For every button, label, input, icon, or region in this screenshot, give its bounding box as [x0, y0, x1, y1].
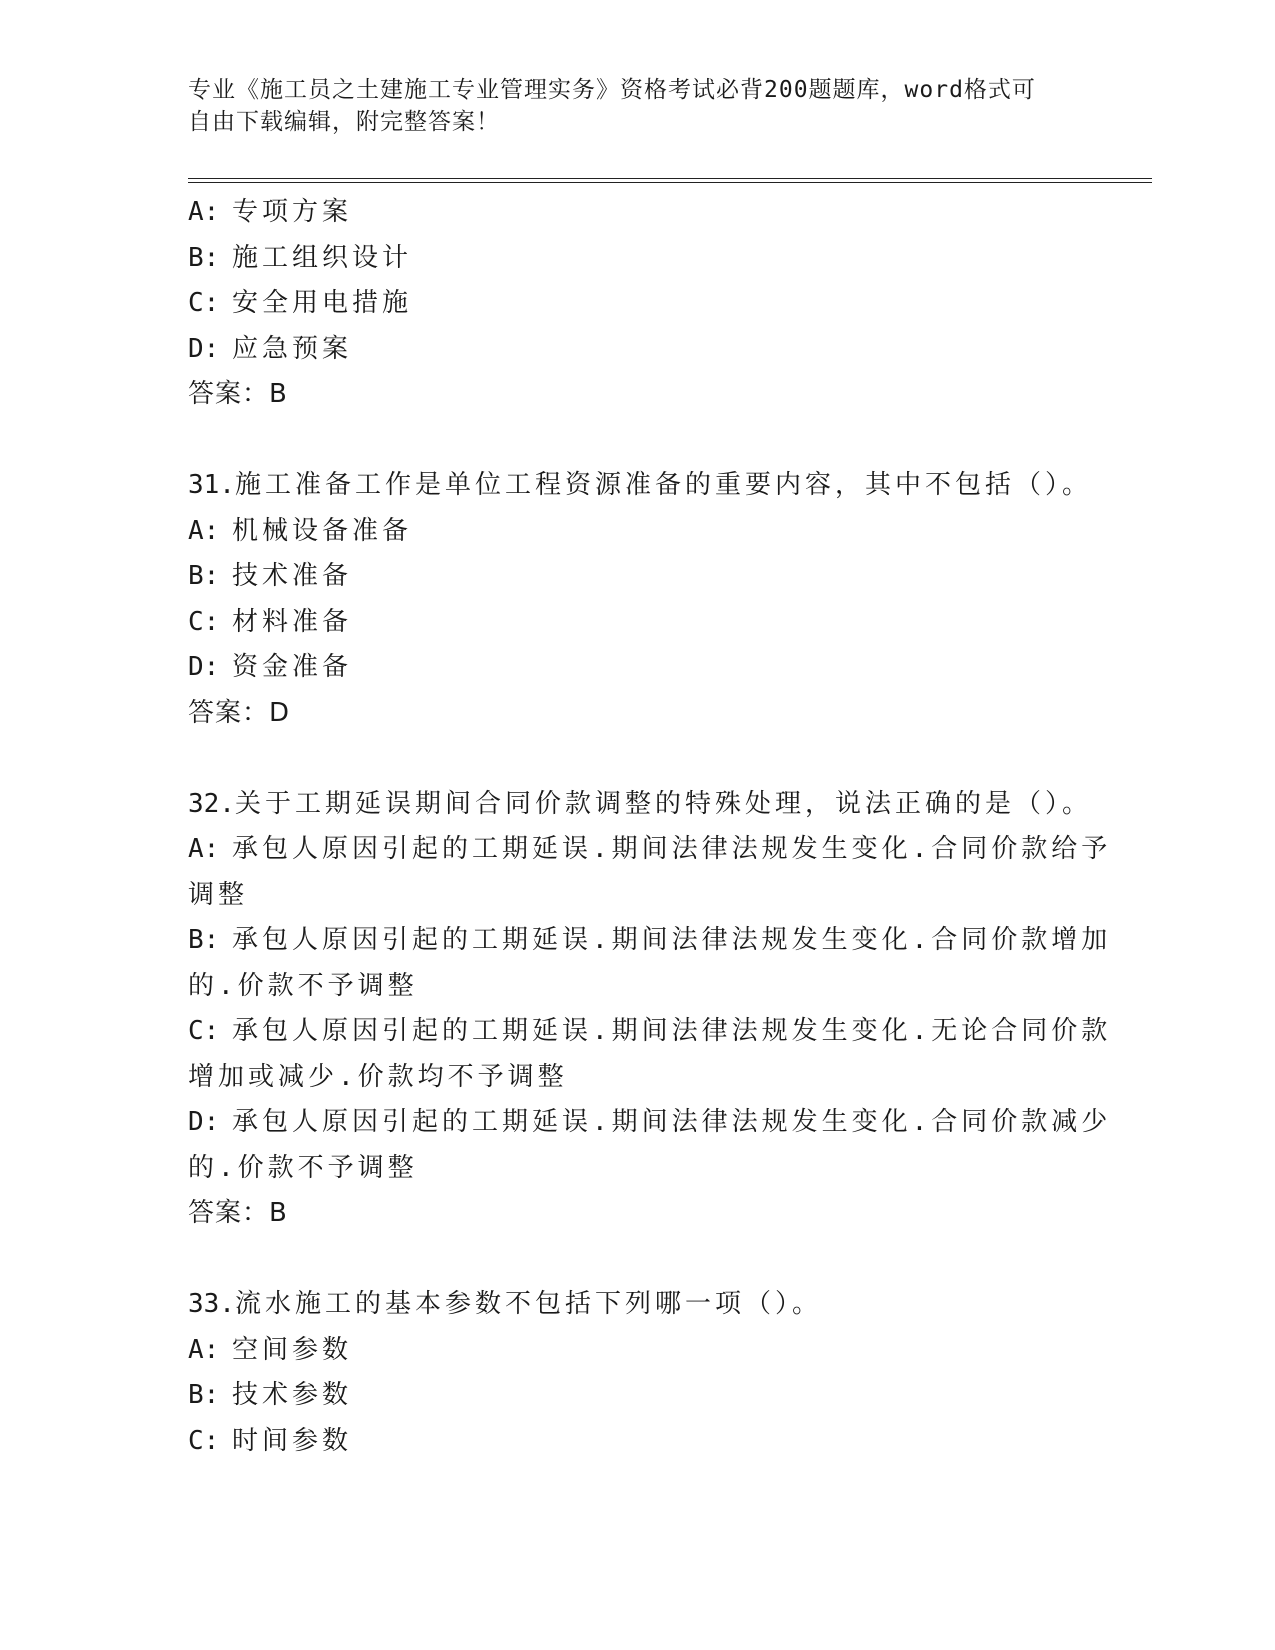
option-label: A: — [188, 515, 220, 546]
option-label: B: — [188, 1380, 220, 1410]
question-31 — [188, 463, 1092, 736]
header-divider — [188, 178, 1152, 183]
question-text: 施工准备工作是单位工程资源准备的重要内容，其中不包括（）。 — [234, 470, 1092, 500]
question-stem — [188, 463, 1092, 509]
option-a — [188, 827, 1112, 873]
option-text: 承包人原因引起的工期延误.期间法律法规发生变化.合同价款增加 — [232, 925, 1112, 955]
option-text: 机械设备准备 — [232, 515, 413, 546]
option-c — [188, 1419, 1068, 1465]
question-number: 31. — [188, 470, 235, 500]
question-32 — [188, 782, 1112, 1237]
option-b — [188, 236, 1068, 282]
option-text: 承包人原因引起的工期延误.期间法律法规发生变化.合同价款给予 — [232, 834, 1112, 864]
option-text: 时间参数 — [232, 1425, 353, 1456]
option-d-continuation: 的.价款不予调整 — [188, 1152, 418, 1183]
option-a-continuation: 调整 — [188, 879, 249, 910]
option-label: D: — [188, 652, 220, 682]
option-b — [188, 1373, 1068, 1419]
option-text: 承包人原因引起的工期延误.期间法律法规发生变化.无论合同价款 — [232, 1016, 1112, 1046]
option-label: A: — [188, 1334, 220, 1365]
question-number: 32. — [188, 788, 235, 819]
option-text: 资金准备 — [232, 652, 353, 682]
option-label: C: — [188, 1016, 220, 1046]
option-c — [188, 281, 1068, 327]
document-header — [188, 74, 1068, 138]
spacer — [188, 1237, 1068, 1283]
option-text: 安全用电措施 — [232, 288, 413, 318]
option-c — [188, 600, 1068, 646]
option-text: 材料准备 — [232, 606, 353, 637]
spacer — [188, 418, 1068, 464]
answer: 答案：B — [188, 1198, 288, 1228]
option-text: 承包人原因引起的工期延误.期间法律法规发生变化.合同价款减少 — [232, 1107, 1112, 1137]
option-text: 空间参数 — [232, 1334, 353, 1365]
answer: 答案：B — [188, 379, 288, 409]
option-label: C: — [188, 1425, 220, 1456]
option-label: A: — [188, 197, 220, 227]
question-30 — [188, 190, 1068, 418]
option-label: B: — [188, 561, 220, 591]
option-label: D: — [188, 1107, 220, 1137]
option-label: C: — [188, 288, 220, 318]
option-c — [188, 1009, 1112, 1055]
option-b-continuation: 的.价款不予调整 — [188, 970, 418, 1001]
spacer — [188, 736, 1068, 782]
option-text: 技术参数 — [232, 1380, 353, 1410]
option-d — [188, 645, 1068, 691]
option-label: A: — [188, 834, 220, 864]
option-text: 应急预案 — [232, 333, 353, 364]
option-label: D: — [188, 333, 220, 364]
option-b — [188, 918, 1112, 964]
option-b — [188, 554, 1068, 600]
question-list — [188, 190, 1112, 1464]
option-a — [188, 190, 1068, 236]
header-line-2: 自由下载编辑，附完整答案！ — [188, 109, 500, 135]
question-number: 33. — [188, 1289, 235, 1319]
option-d — [188, 327, 1068, 373]
question-text: 关于工期延误期间合同价款调整的特殊处理，说法正确的是（）。 — [234, 788, 1092, 819]
option-label: B: — [188, 925, 220, 955]
answer: 答案：D — [188, 697, 291, 728]
option-label: C: — [188, 606, 220, 637]
question-33 — [188, 1282, 1068, 1464]
header-line-1: 专业《施工员之土建施工专业管理实务》资格考试必背200题题库，word格式可 — [188, 77, 1036, 103]
option-c-continuation: 增加或减少.价款均不予调整 — [188, 1061, 568, 1092]
option-label: B: — [188, 242, 220, 273]
option-d — [188, 1100, 1112, 1146]
option-text: 施工组织设计 — [232, 242, 413, 273]
option-a — [188, 1328, 1068, 1374]
option-a — [188, 509, 1068, 555]
option-text: 技术准备 — [232, 561, 353, 591]
question-stem — [188, 782, 1092, 828]
question-text: 流水施工的基本参数不包括下列哪一项（）。 — [234, 1289, 822, 1319]
option-text: 专项方案 — [232, 197, 353, 227]
question-stem — [188, 1282, 1068, 1328]
